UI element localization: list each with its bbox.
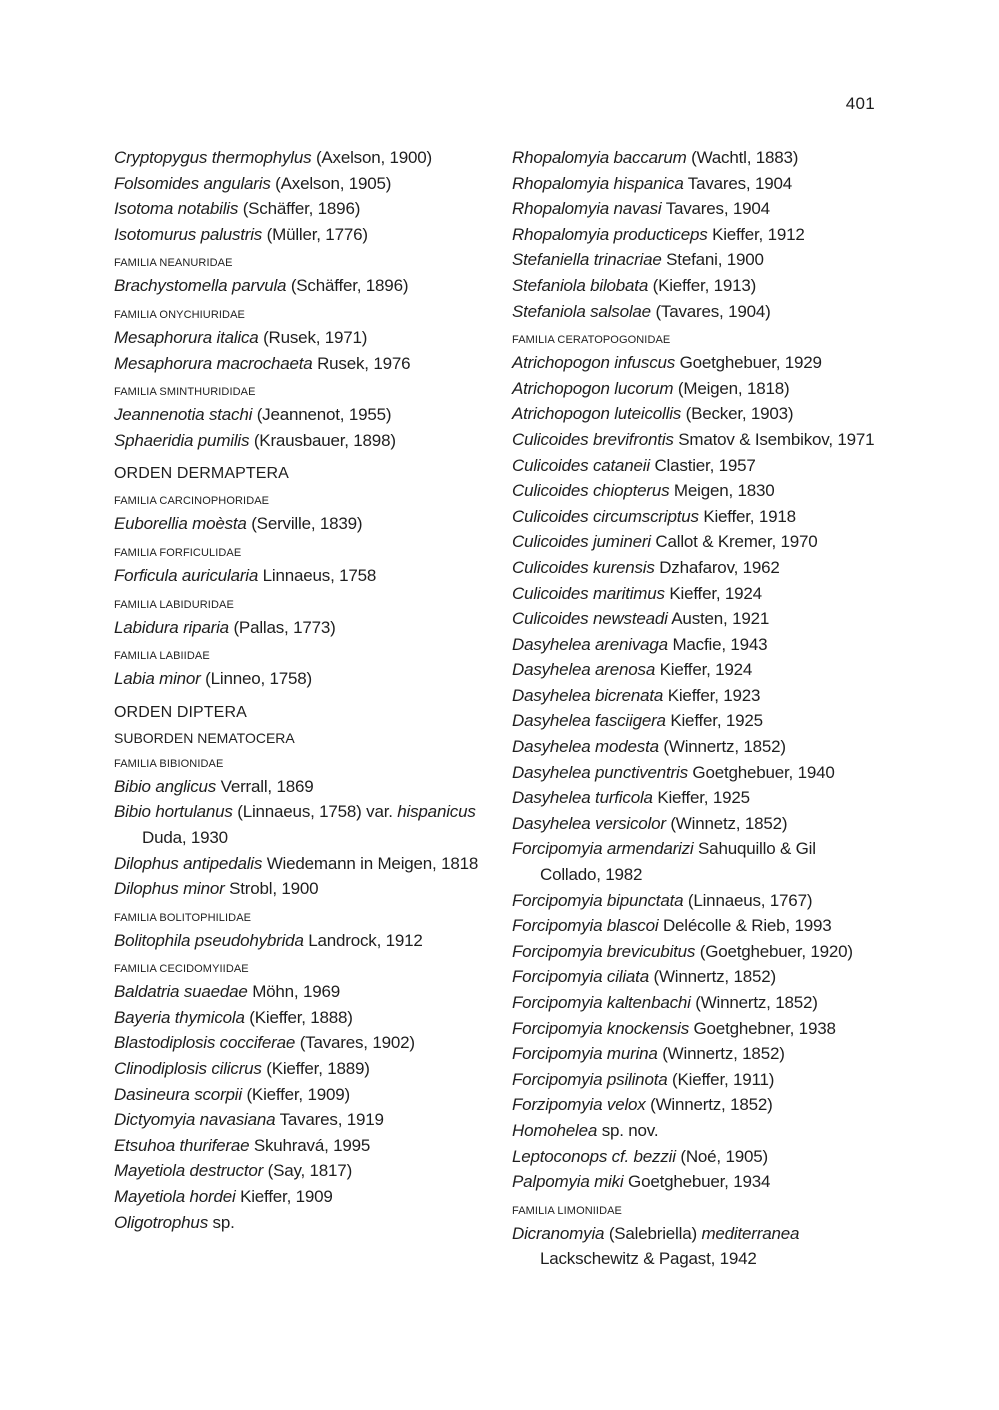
- species-name: Palpomyia miki: [512, 1172, 624, 1192]
- species-name: Mesaphorura macrochaeta: [114, 353, 313, 373]
- species-name: Isotomurus palustris: [114, 224, 263, 244]
- family-heading: FAMILIA BIBIONIDAE: [114, 757, 224, 770]
- species-entry: [114, 615, 484, 641]
- species-entry: [114, 196, 484, 222]
- species-author: Delécolle & Rieb, 1993: [662, 916, 832, 936]
- species-entry: [114, 428, 484, 454]
- species-author: (Wachtl, 1883): [691, 148, 799, 167]
- species-name: Forcipomyia murina: [512, 1044, 658, 1064]
- species-author: (Salebriella): [608, 1223, 697, 1243]
- species-entry: [512, 222, 877, 248]
- species-entry: [114, 1005, 484, 1031]
- species-author: (Linnaeus, 1767): [687, 890, 813, 910]
- species-name: Rhopalomyia hispanica: [512, 173, 684, 193]
- species-author-secondary: Lackschewitz & Pagast, 1942: [540, 1249, 757, 1269]
- species-entry: [512, 581, 877, 607]
- species-entry: [114, 1184, 484, 1210]
- species-entry: [512, 145, 877, 171]
- species-author: (Müller, 1776): [266, 224, 368, 244]
- family-heading: FAMILIA LABIDURIDAE: [114, 598, 234, 611]
- species-author: Möhn, 1969: [252, 982, 340, 1002]
- species-author: (Winnertz, 1852): [695, 993, 818, 1012]
- species-entry: [114, 171, 484, 197]
- species-entry: [114, 325, 484, 351]
- species-entry: [512, 990, 877, 1016]
- species-name: Forcipomyia knockensis: [512, 1018, 689, 1038]
- order-heading: ORDEN DERMAPTERA: [114, 465, 289, 483]
- species-name: Atrichopogon luteicollis: [512, 404, 682, 424]
- right-column: [512, 145, 877, 1272]
- species-name: Culicoides jumineri: [512, 532, 651, 552]
- species-author: Rusek, 1976: [317, 353, 411, 373]
- species-author: (Axelson, 1900): [315, 148, 433, 167]
- species-author: (Winnertz, 1852): [650, 1095, 773, 1115]
- species-name: Dictyomyia navasiana: [114, 1110, 276, 1130]
- species-entry: [512, 760, 877, 786]
- species-author: Kieffer, 1925: [670, 711, 763, 731]
- species-name: Forcipomyia blascoi: [512, 916, 659, 936]
- species-name: Forcipomyia bipunctata: [512, 890, 684, 910]
- species-name: Forcipomyia psilinota: [512, 1069, 668, 1089]
- species-entry: [114, 876, 484, 902]
- species-author: (Winnetz, 1852): [670, 813, 788, 833]
- species-entry: [512, 376, 877, 402]
- species-entry: [512, 888, 877, 914]
- species-entry: [512, 350, 877, 376]
- species-name: Atrichopogon lucorum: [512, 378, 674, 398]
- species-author: sp.: [212, 1212, 235, 1232]
- species-name: Leptoconops cf. bezzii: [512, 1146, 676, 1166]
- species-author: Kieffer, 1925: [657, 788, 750, 808]
- species-author-secondary: Duda, 1930: [142, 827, 228, 847]
- species-entry: [114, 774, 484, 800]
- species-author: (Goetghebuer, 1920): [699, 941, 853, 961]
- species-author: (Schäffer, 1896): [290, 276, 409, 296]
- left-column: [114, 145, 484, 1235]
- species-author: Callot & Kremer, 1970: [655, 532, 818, 552]
- species-name: Mayetiola destructor: [114, 1161, 264, 1181]
- species-author: (Kieffer, 1888): [249, 1007, 353, 1027]
- species-name: Dasyhelea versicolor: [512, 813, 666, 833]
- species-entry: [512, 273, 877, 299]
- species-entry: [512, 401, 877, 427]
- species-entry: [114, 222, 484, 248]
- species-author: (Rusek, 1971): [263, 327, 368, 347]
- species-name: Forcipomyia ciliata: [512, 967, 649, 987]
- species-author: (Say, 1817): [267, 1161, 353, 1181]
- species-entry: [512, 708, 877, 734]
- family-heading: FAMILIA CECIDOMYIIDAE: [114, 963, 249, 976]
- species-name: Forficula auricularia: [114, 565, 259, 585]
- species-name: Labia minor: [114, 669, 201, 689]
- family-heading: FAMILIA SMINTHURIDIDAE: [114, 386, 256, 399]
- species-author: (Linnaeus, 1758) var.: [237, 802, 393, 822]
- species-name: Folsomides angularis: [114, 173, 271, 193]
- species-entry: [512, 196, 877, 222]
- species-entry: [512, 734, 877, 760]
- species-name: Forcipomyia kaltenbachi: [512, 993, 691, 1012]
- species-author: Sahuquillo & Gil Collado, 1982: [540, 839, 816, 885]
- species-name: Culicoides maritimus: [512, 583, 665, 603]
- species-author: (Winnertz, 1852): [663, 737, 786, 757]
- species-name: Stefaniella trinacriae: [512, 250, 662, 270]
- species-author: (Linneo, 1758): [205, 669, 313, 689]
- species-name: Bayeria thymicola: [114, 1007, 245, 1027]
- species-entry: [512, 785, 877, 811]
- species-author: Wiedemann in Meigen, 1818: [266, 853, 479, 873]
- species-entry: [114, 1107, 484, 1133]
- species-author: (Winnertz, 1852): [653, 967, 776, 987]
- species-entry: [114, 351, 484, 377]
- species-entry: [512, 171, 877, 197]
- species-entry: [114, 511, 484, 537]
- species-author: Kieffer, 1918: [703, 506, 796, 526]
- species-entry: [512, 1016, 877, 1042]
- species-author: (Jeannenot, 1955): [256, 405, 392, 425]
- species-entry: [512, 913, 877, 939]
- species-author: Kieffer, 1909: [240, 1187, 333, 1207]
- species-name: Dasyhelea fasciigera: [512, 711, 666, 731]
- species-author: Strobl, 1900: [229, 879, 319, 899]
- species-entry: [114, 979, 484, 1005]
- species-name: Forcipomyia brevicubitus: [512, 941, 696, 961]
- species-entry: [114, 666, 484, 692]
- species-name: Dasyhelea punctiventris: [512, 762, 688, 782]
- species-name-secondary: hispanicus: [397, 802, 476, 822]
- order-heading: ORDEN DIPTERA: [114, 703, 247, 721]
- family-heading: FAMILIA FORFICULIDAE: [114, 546, 242, 559]
- species-entry: [114, 1133, 484, 1159]
- species-entry: [512, 836, 877, 887]
- species-name: Stefaniola salsolae: [512, 301, 651, 321]
- species-author: Verrall, 1869: [220, 776, 314, 796]
- species-name: Cryptopygus thermophylus: [114, 148, 312, 167]
- species-author: (Pallas, 1773): [233, 617, 336, 637]
- species-name: Bibio anglicus: [114, 776, 217, 796]
- species-author: Kieffer, 1923: [667, 685, 761, 705]
- species-name-secondary: mediterranea: [701, 1223, 800, 1243]
- species-name: Culicoides cataneii: [512, 455, 650, 475]
- species-entry: [114, 402, 484, 428]
- species-name: Clinodiplosis cilicrus: [114, 1059, 262, 1079]
- suborder-heading: SUBORDEN NEMATOCERA: [114, 729, 295, 746]
- species-name: Bolitophila pseudohybrida: [114, 930, 304, 950]
- family-heading: FAMILIA ONYCHIURIDAE: [114, 308, 245, 321]
- species-entry: [114, 1030, 484, 1056]
- species-entry: [512, 555, 877, 581]
- species-name: Etsuhoa thuriferae: [114, 1135, 250, 1155]
- species-name: Sphaeridia pumilis: [114, 430, 250, 450]
- species-name: Dasyhelea turficola: [512, 788, 653, 808]
- species-entry: [114, 1158, 484, 1184]
- species-author: (Winnertz, 1852): [662, 1044, 785, 1064]
- species-name: Forcipomyia armendarizi: [512, 839, 694, 859]
- species-entry: [512, 1221, 877, 1272]
- species-entry: [512, 504, 877, 530]
- species-author: (Krausbauer, 1898): [253, 430, 396, 450]
- species-author: Skuhravá, 1995: [253, 1135, 371, 1155]
- species-name: Jeannenotia stachi: [114, 405, 253, 425]
- species-author: (Meigen, 1818): [677, 378, 790, 398]
- species-author: Tavares, 1904: [665, 199, 770, 219]
- species-entry: [114, 799, 484, 850]
- species-entry: [512, 1041, 877, 1067]
- species-entry: [512, 657, 877, 683]
- species-entry: [114, 851, 484, 877]
- species-entry: [512, 964, 877, 990]
- species-entry: [114, 1082, 484, 1108]
- species-name: Labidura riparia: [114, 617, 229, 637]
- family-heading: FAMILIA BOLITOPHILIDAE: [114, 911, 252, 924]
- species-entry: [512, 632, 877, 658]
- species-entry: [512, 427, 877, 453]
- species-author: (Kieffer, 1911): [672, 1069, 775, 1089]
- species-author: (Tavares, 1902): [299, 1033, 415, 1053]
- species-entry: [512, 1092, 877, 1118]
- family-heading: FAMILIA CARCINOPHORIDAE: [114, 495, 270, 508]
- species-author: Tavares, 1919: [279, 1110, 384, 1130]
- species-author: Goetghebuer, 1934: [628, 1172, 771, 1192]
- species-author: Macfie, 1943: [672, 634, 768, 654]
- species-author: (Noé, 1905): [680, 1146, 768, 1166]
- species-entry: [114, 273, 484, 299]
- species-name: Rhopalomyia baccarum: [512, 148, 687, 167]
- family-heading: FAMILIA NEANURIDAE: [114, 257, 233, 270]
- species-author: Goetghebner, 1938: [693, 1018, 836, 1038]
- species-name: Rhopalomyia producticeps: [512, 224, 708, 244]
- species-name: Mayetiola hordei: [114, 1187, 236, 1207]
- species-name: Homohelea: [512, 1120, 598, 1140]
- species-entry: [512, 811, 877, 837]
- species-author: Stefani, 1900: [666, 250, 764, 270]
- species-author: (Schäffer, 1896): [242, 199, 361, 219]
- species-entry: [512, 247, 877, 273]
- family-heading: FAMILIA CERATOPOGONIDAE: [512, 334, 671, 347]
- species-entry: [512, 478, 877, 504]
- species-name: Oligotrophus: [114, 1212, 208, 1232]
- species-entry: [114, 1210, 484, 1236]
- species-name: Mesaphorura italica: [114, 327, 259, 347]
- species-author: Austen, 1921: [671, 609, 770, 629]
- species-author: Smatov & Isembikov, 1971: [678, 429, 875, 449]
- page-number: 401: [845, 94, 875, 113]
- species-entry: [512, 606, 877, 632]
- species-author: Landrock, 1912: [308, 930, 423, 950]
- family-heading: FAMILIA LABIIDAE: [114, 650, 210, 663]
- species-name: Culicoides kurensis: [512, 557, 655, 577]
- species-author: (Serville, 1839): [251, 514, 363, 534]
- species-name: Bibio hortulanus: [114, 802, 233, 822]
- species-author: Kieffer, 1924: [659, 660, 753, 680]
- species-entry: [114, 928, 484, 954]
- species-author: (Tavares, 1904): [655, 301, 771, 321]
- species-name: Culicoides chiopterus: [512, 481, 670, 501]
- species-name: Euborellia moèsta: [114, 514, 247, 534]
- species-author: (Kieffer, 1913): [652, 275, 757, 295]
- species-entry: [512, 529, 877, 555]
- species-author: (Becker, 1903): [685, 404, 794, 424]
- species-name: Rhopalomyia navasi: [512, 199, 662, 219]
- species-author: (Kieffer, 1889): [266, 1059, 370, 1079]
- species-name: Dasyhelea modesta: [512, 737, 659, 757]
- species-name: Stefaniola bilobata: [512, 275, 649, 295]
- family-heading: FAMILIA LIMONIIDAE: [512, 1204, 622, 1217]
- species-author: sp. nov.: [601, 1120, 659, 1140]
- species-entry: [512, 1118, 877, 1144]
- species-name: Dilophus antipedalis: [114, 853, 263, 873]
- species-entry: [114, 1056, 484, 1082]
- species-name: Atrichopogon infuscus: [512, 353, 676, 373]
- species-author: Meigen, 1830: [673, 481, 775, 501]
- species-entry: [512, 1067, 877, 1093]
- species-name: Dasyhelea arenosa: [512, 660, 656, 680]
- species-entry: [512, 1144, 877, 1170]
- species-entry: [512, 939, 877, 965]
- species-name: Culicoides circumscriptus: [512, 506, 699, 526]
- species-name: Blastodiplosis cocciferae: [114, 1033, 296, 1053]
- species-name: Dilophus minor: [114, 879, 225, 899]
- species-name: Dasineura scorpii: [114, 1084, 242, 1104]
- species-name: Forzipomyia velox: [512, 1095, 646, 1115]
- species-author: Goetghebuer, 1940: [692, 762, 835, 782]
- species-name: Culicoides brevifrontis: [512, 429, 674, 449]
- species-name: Dicranomyia: [512, 1223, 605, 1243]
- species-entry: [114, 563, 484, 589]
- species-name: Dasyhelea bicrenata: [512, 685, 664, 705]
- species-name: Isotoma notabilis: [114, 199, 239, 219]
- species-author: Kieffer, 1912: [712, 224, 805, 244]
- species-author: (Axelson, 1905): [275, 173, 392, 193]
- species-entry: [114, 145, 484, 171]
- species-name: Brachystomella parvula: [114, 276, 287, 296]
- species-entry: [512, 453, 877, 479]
- species-author: Clastier, 1957: [654, 455, 756, 475]
- species-author: (Kieffer, 1909): [246, 1084, 350, 1104]
- species-author: Goetghebuer, 1929: [679, 353, 822, 373]
- species-entry: [512, 683, 877, 709]
- species-name: Culicoides newsteadi: [512, 609, 668, 629]
- species-author: Dzhafarov, 1962: [659, 557, 780, 577]
- species-author: Linnaeus, 1758: [262, 565, 377, 585]
- species-author: Tavares, 1904: [687, 173, 792, 193]
- species-name: Dasyhelea arenivaga: [512, 634, 668, 654]
- species-author: Kieffer, 1924: [669, 583, 762, 603]
- species-entry: [512, 299, 877, 325]
- species-entry: [512, 1169, 877, 1195]
- species-name: Baldatria suaedae: [114, 982, 248, 1002]
